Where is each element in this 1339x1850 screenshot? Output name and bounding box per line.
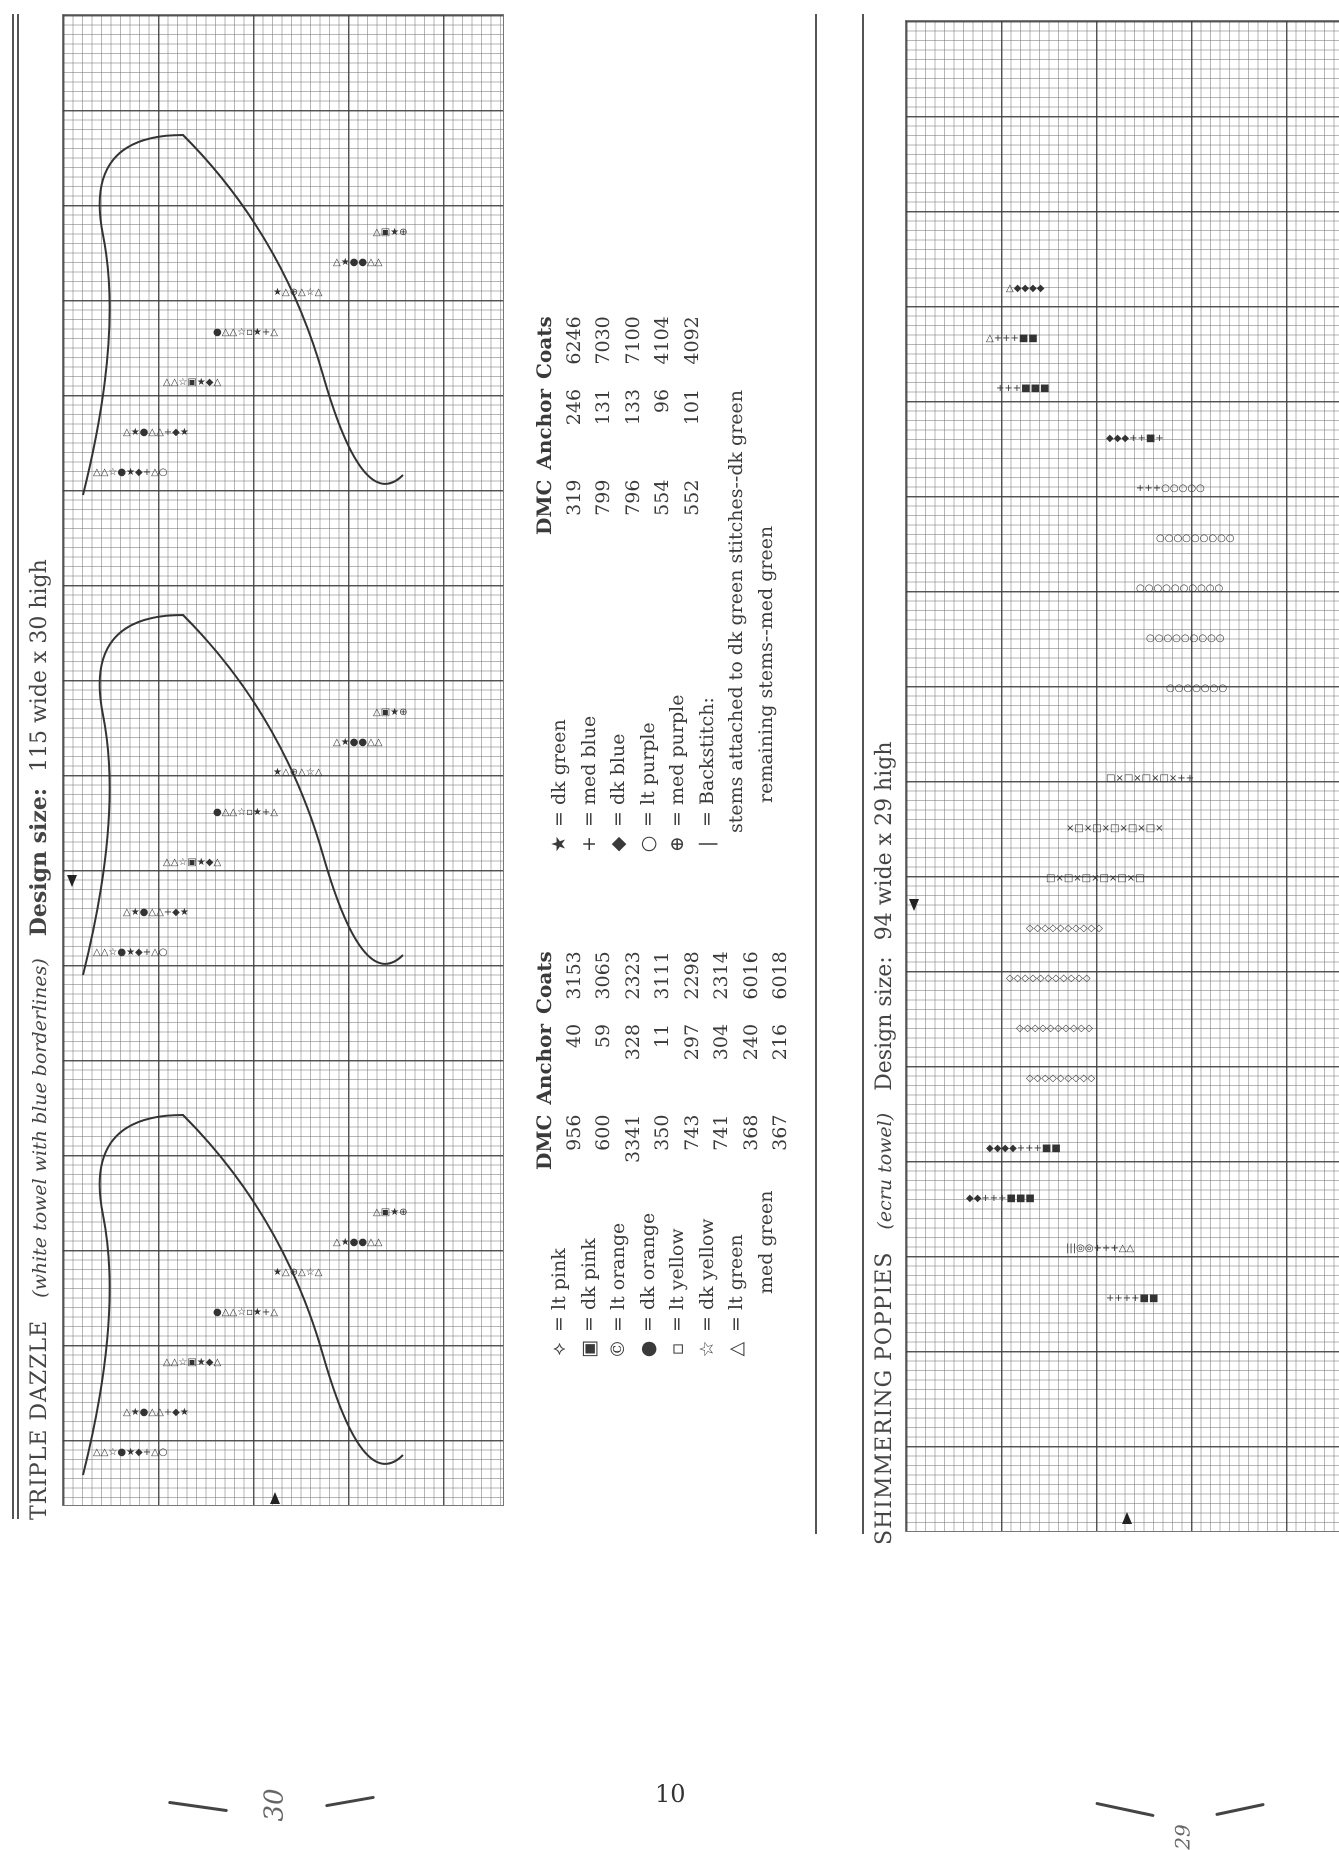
svg-text:★△⊕△☆△: ★△⊕△☆△ xyxy=(273,287,323,298)
svg-text:◇◇◇◇◇◇◇◇◇◇: ◇◇◇◇◇◇◇◇◇◇ xyxy=(1016,1023,1093,1034)
lt-yellow-icon: ▫ xyxy=(666,1342,688,1356)
pattern2-header xyxy=(872,741,897,1545)
pattern2-size-value: 94 wide x 29 high xyxy=(872,741,897,941)
pattern2-title: SHIMMERING POPPIES xyxy=(872,1251,897,1545)
legend-row: ⊕ = med purple xyxy=(663,390,693,855)
med-blue-icon: + xyxy=(577,836,600,852)
svg-text:○○○○○○○: ○○○○○○○ xyxy=(1166,683,1228,694)
table-row: 368 240 6016 xyxy=(739,951,762,1151)
legend-row: ◆ = dk blue xyxy=(604,390,634,855)
lt-orange-icon: © xyxy=(607,1339,629,1359)
legend-row: ▣ = dk pink xyxy=(575,1191,605,1360)
svg-text:△△☆●★◆+△○: △△☆●★◆+△○ xyxy=(93,947,168,958)
table-row: 367 216 6018 xyxy=(769,951,791,1151)
table-row: 552 101 4092 xyxy=(680,316,703,516)
svg-text:△★●●△△: △★●●△△ xyxy=(333,737,383,748)
table-header-row: DMC Anchor Coats xyxy=(532,316,556,535)
svg-text:◆◆+++■■■: ◆◆+++■■■ xyxy=(966,1193,1035,1204)
table-row: 3341 328 2323 xyxy=(621,951,644,1163)
table-row: 796 133 7100 xyxy=(621,316,644,516)
dk-blue-icon: ◆ xyxy=(607,836,629,852)
page-number: 10 xyxy=(655,1780,686,1808)
pattern1-header xyxy=(26,559,52,1520)
svg-text:△★●△△+◆★: △★●△△+◆★ xyxy=(123,907,189,918)
legend-row: © = lt orange xyxy=(604,1191,634,1360)
svg-text:+++○○○○○: +++○○○○○ xyxy=(1136,483,1205,494)
pattern2-chart-grid xyxy=(905,20,1339,1532)
pattern1-legend-left xyxy=(545,1191,781,1360)
svg-text:□×□×□×□×□×□: □×□×□×□×□×□ xyxy=(1046,873,1145,884)
pattern2-subtitle: (ecru towel) xyxy=(874,1112,896,1230)
handwritten-mark xyxy=(1215,1803,1265,1816)
dk-green-icon: ★ xyxy=(548,835,570,853)
center-marker-icon xyxy=(270,1492,280,1504)
legend-row: ○ = lt purple xyxy=(634,390,664,855)
handwritten-mark xyxy=(168,1801,228,1812)
svg-text:◇◇◇◇◇◇◇◇◇◇: ◇◇◇◇◇◇◇◇◇◇ xyxy=(1026,923,1103,934)
pattern2-size-label: Design size: xyxy=(872,956,897,1091)
border-line xyxy=(862,14,864,1534)
dk-yellow-icon: ☆ xyxy=(695,1340,718,1358)
lt-pink-icon: ⟡ xyxy=(548,1342,570,1356)
pattern2-stitch-motifs xyxy=(906,21,1339,1531)
svg-text:○○○○○○○○○: ○○○○○○○○○ xyxy=(1146,633,1225,644)
svg-text:△+++■■: △+++■■ xyxy=(986,333,1038,344)
table-row: 741 304 2314 xyxy=(710,951,732,1151)
handwritten-mark xyxy=(325,1796,375,1808)
svg-text:△★●△△+◆★: △★●△△+◆★ xyxy=(123,427,189,438)
svg-text:★△⊕△☆△: ★△⊕△☆△ xyxy=(273,1267,323,1278)
svg-text:△△☆▣★◆△: △△☆▣★◆△ xyxy=(163,377,222,388)
pattern1-thread-table-left xyxy=(530,951,796,1180)
handwritten-note: 29 xyxy=(1170,1824,1195,1850)
table-row: 956 40 3153 xyxy=(562,951,585,1151)
svg-text:×□×□×□×□×□×: ×□×□×□×□×□× xyxy=(1066,823,1164,834)
legend-row: | = Backstitch: xyxy=(693,390,723,855)
legend-row: ● = dk orange xyxy=(634,1191,664,1360)
pattern1-chart-grid xyxy=(62,14,504,1506)
pattern1-thread-table-right xyxy=(530,316,707,545)
lt-green-icon: △ xyxy=(725,1341,747,1357)
border-line xyxy=(815,14,817,1534)
table-row: 554 96 4104 xyxy=(651,316,673,516)
svg-text:○○○○○○○○○○: ○○○○○○○○○○ xyxy=(1136,583,1224,594)
lt-purple-icon: ○ xyxy=(636,835,659,853)
backstitch-note: stems attached to dk green stitches--dk green xyxy=(725,389,747,833)
dk-orange-icon: ● xyxy=(636,1340,659,1358)
center-marker-icon xyxy=(909,899,919,911)
svg-text:□×□×□×□×++: □×□×□×□×++ xyxy=(1106,773,1195,784)
center-marker-icon xyxy=(67,875,77,887)
svg-text:◆◆◆++■+: ◆◆◆++■+ xyxy=(1106,433,1164,444)
table-row: 743 297 2298 xyxy=(680,951,703,1151)
svg-text:●△△☆▫★+△: ●△△☆▫★+△ xyxy=(213,807,278,818)
border-line xyxy=(12,14,14,1519)
legend-row: ▫ = lt yellow xyxy=(663,1191,693,1360)
legend-row: med green xyxy=(754,1190,777,1294)
dk-pink-icon: ▣ xyxy=(577,1340,600,1358)
center-marker-icon xyxy=(1122,1512,1132,1524)
svg-text:●△△☆▫★+△: ●△△☆▫★+△ xyxy=(213,327,278,338)
backstitch-icon: | xyxy=(695,840,718,848)
svg-text:△▣★⊕: △▣★⊕ xyxy=(373,1207,408,1218)
svg-text:△△☆▣★◆△: △△☆▣★◆△ xyxy=(163,857,222,868)
svg-text:△▣★⊕: △▣★⊕ xyxy=(373,707,408,718)
svg-text:+++■■■: +++■■■ xyxy=(996,383,1050,394)
backstitch-note: remaining stems--med green xyxy=(754,525,777,803)
pattern1-stitch-motifs xyxy=(63,15,503,1505)
pattern1-title: TRIPLE DAZZLE xyxy=(27,1319,52,1520)
svg-text:++++■■: ++++■■ xyxy=(1106,1293,1159,1304)
svg-text:△△☆●★◆+△○: △△☆●★◆+△○ xyxy=(93,1447,168,1458)
svg-text:○○○○○○○○○: ○○○○○○○○○ xyxy=(1156,533,1235,544)
legend-row: + = med blue xyxy=(575,390,605,855)
table-row: 319 246 6246 xyxy=(562,316,585,516)
pattern1-size-label: Design size: xyxy=(26,788,52,937)
svg-text:◇◇◇◇◇◇◇◇◇: ◇◇◇◇◇◇◇◇◇ xyxy=(1026,1073,1096,1084)
legend-row: ☆ = dk yellow xyxy=(693,1191,723,1360)
legend-row: △ = lt green xyxy=(722,1191,752,1360)
table-row: 799 131 7030 xyxy=(592,316,614,516)
svg-text:△★●●△△: △★●●△△ xyxy=(333,1237,383,1248)
svg-text:△◆◆◆◆: △◆◆◆◆ xyxy=(1006,283,1045,294)
svg-text:◇◇◇◇◇◇◇◇◇◇◇: ◇◇◇◇◇◇◇◇◇◇◇ xyxy=(1006,973,1091,984)
svg-text:△▣★⊕: △▣★⊕ xyxy=(373,227,408,238)
handwritten-note: 30 xyxy=(259,1788,290,1822)
svg-text:△△☆▣★◆△: △△☆▣★◆△ xyxy=(163,1357,222,1368)
table-row: 350 11 3111 xyxy=(651,951,673,1151)
svg-text:△★●△△+◆★: △★●△△+◆★ xyxy=(123,1407,189,1418)
handwritten-mark xyxy=(1095,1802,1154,1817)
svg-text:●△△☆▫★+△: ●△△☆▫★+△ xyxy=(213,1307,278,1318)
svg-text:△△☆●★◆+△○: △△☆●★◆+△○ xyxy=(93,467,168,478)
table-header-row: DMC Anchor Coats xyxy=(532,951,556,1170)
svg-text:|||◎◎+++△△: |||◎◎+++△△ xyxy=(1066,1243,1135,1254)
table-row: 600 59 3065 xyxy=(592,951,614,1151)
pattern1-size-value: 115 wide x 30 high xyxy=(27,559,52,773)
pattern1-subtitle: (white towel with blue borderlines) xyxy=(29,958,51,1298)
svg-text:★△⊕△☆△: ★△⊕△☆△ xyxy=(273,767,323,778)
legend-row: ⟡ = lt pink xyxy=(545,1191,575,1360)
svg-text:△★●●△△: △★●●△△ xyxy=(333,257,383,268)
med-purple-icon: ⊕ xyxy=(666,836,688,852)
svg-text:◆◆◆◆+++■■: ◆◆◆◆+++■■ xyxy=(986,1143,1061,1154)
legend-row: ★ = dk green xyxy=(545,390,575,855)
border-line xyxy=(17,14,19,1519)
